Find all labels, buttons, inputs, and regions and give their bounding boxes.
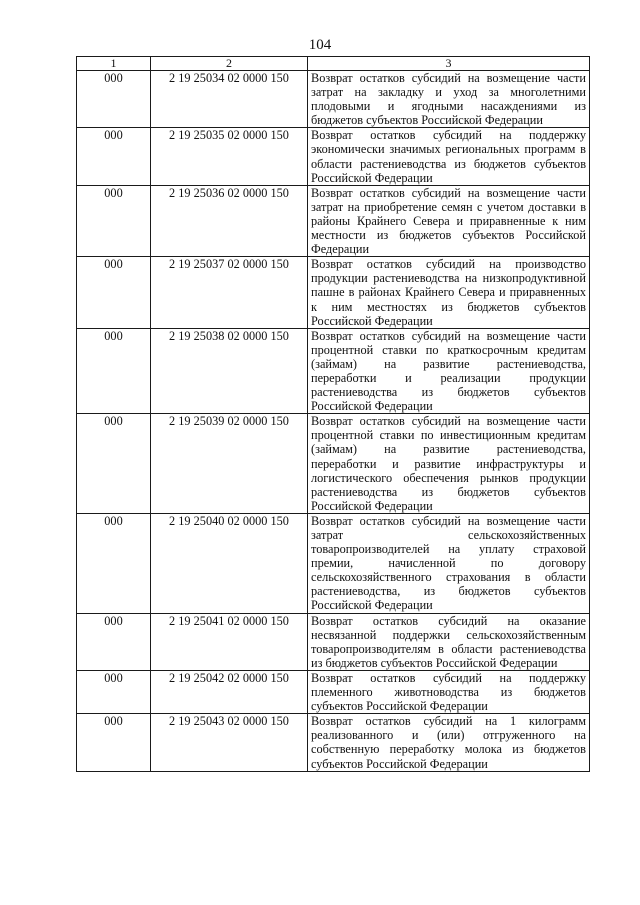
description-cell: [308, 257, 590, 328]
budget-code-cell: 2 19 25040 02 0000 150: [151, 513, 308, 613]
description-line: Возврат остатков субсидий на возмещение части: [311, 71, 586, 85]
description-line: из бюджетов субъектов Российской Федерации: [311, 655, 558, 670]
description-cell: [308, 613, 590, 670]
description-line: районы Крайнего Севера и приравненные к ним: [311, 213, 586, 228]
description-line: Возврат остатков субсидий на возмещение части: [311, 328, 586, 343]
description-line: сельскохозяйственного страхования в области: [311, 570, 586, 585]
description-cell: [308, 71, 590, 128]
description-line: растениеводства, из бюджетов субъектов: [311, 584, 586, 599]
description-line: товаропроизводителей на уплату страховой: [311, 542, 586, 557]
description-line: премии, начисленной по договору: [311, 556, 586, 571]
table-row: [77, 257, 590, 328]
budget-code-cell: 2 19 25039 02 0000 150: [151, 414, 308, 514]
description-line: области растениеводства из бюджетов субъектов: [311, 156, 586, 171]
description-line: Возврат остатков субсидий на поддержку: [311, 128, 586, 143]
description-line: (займам) на развитие растениеводства,: [311, 442, 586, 457]
table-body: [77, 71, 590, 772]
description-line: Российской Федерации: [311, 170, 433, 185]
description-line: Российской Федерации: [311, 498, 433, 513]
column-header-2: 2: [151, 57, 308, 71]
budget-code-cell: 2 19 25034 02 0000 150: [151, 71, 308, 128]
budget-code-cell: 2 19 25041 02 0000 150: [151, 613, 308, 670]
description-line: экономически значимых региональных программ в: [311, 142, 586, 157]
description-line: Российской Федерации: [311, 313, 433, 328]
description-line: продукции растениеводства на низкопродуктивной: [311, 271, 586, 286]
table-row: [77, 513, 590, 613]
description-line: плодовыми и ягодными насаждениями из: [311, 99, 586, 114]
description-line: Возврат остатков субсидий на оказание: [311, 613, 586, 628]
admin-code-cell: 000: [77, 414, 151, 514]
description-line: логистического обеспечения рынков продукции: [311, 470, 586, 485]
table-row: [77, 328, 590, 414]
table-row: [77, 414, 590, 514]
budget-code-cell: 2 19 25036 02 0000 150: [151, 185, 308, 256]
admin-code-cell: 000: [77, 128, 151, 185]
description-line: (займам) на развитие растениеводства,: [311, 356, 586, 371]
table-row: [77, 670, 590, 713]
description-cell: [308, 328, 590, 414]
admin-code-cell: 000: [77, 714, 151, 771]
description-line: пашне в районах Крайнего Севера и приравненных: [311, 285, 586, 300]
description-line: растениеводства из бюджетов субъектов: [311, 484, 586, 499]
budget-code-cell: 2 19 25035 02 0000 150: [151, 128, 308, 185]
table-row: [77, 714, 590, 771]
description-line: Российской Федерации: [311, 399, 433, 414]
description-line: Возврат остатков субсидий на возмещение части: [311, 414, 586, 429]
budget-code-cell: 2 19 25038 02 0000 150: [151, 328, 308, 414]
description-line: процентной ставки по краткосрочным кредитам: [311, 342, 586, 357]
admin-code-cell: 000: [77, 513, 151, 613]
admin-code-cell: 000: [77, 613, 151, 670]
description-line: субъектов Российской Федерации: [311, 756, 488, 771]
description-cell: [308, 128, 590, 185]
table-row: [77, 185, 590, 256]
description-line: Возврат остатков субсидий на производство: [311, 257, 586, 272]
page-number: 104: [308, 37, 332, 53]
description-cell: [308, 414, 590, 514]
description-cell: [308, 513, 590, 613]
table-header-row: [77, 57, 590, 71]
description-cell: [308, 185, 590, 256]
table-row: [77, 613, 590, 670]
budget-classification-table: [76, 56, 590, 772]
description-line: товаропроизводителям в области растениеводства: [311, 641, 586, 656]
admin-code-cell: 000: [77, 185, 151, 256]
budget-code-cell: 2 19 25042 02 0000 150: [151, 670, 308, 713]
admin-code-cell: 000: [77, 328, 151, 414]
description-cell: [308, 670, 590, 713]
admin-code-cell: 000: [77, 257, 151, 328]
description-line: Российской Федерации: [311, 598, 433, 613]
description-line: затрат сельскохозяйственных: [311, 528, 586, 542]
description-cell: [308, 714, 590, 771]
description-line: собственную переработку молока из бюджетов: [311, 742, 586, 757]
description-line: субъектов Российской Федерации: [311, 699, 488, 714]
budget-code-cell: 2 19 25037 02 0000 150: [151, 257, 308, 328]
description-line: затрат на приобретение семян с учетом доставки в: [311, 199, 586, 214]
column-header-1: 1: [77, 57, 151, 71]
description-line: процентной ставки по инвестиционным кредитам: [311, 428, 586, 443]
description-line: Возврат остатков субсидий на возмещение части: [311, 513, 586, 528]
table-row: [77, 128, 590, 185]
description-line: растениеводства из бюджетов субъектов: [311, 385, 586, 400]
admin-code-cell: 000: [77, 71, 151, 128]
description-line: к ним местностях из бюджетов субъектов: [311, 299, 586, 314]
description-line: племенного животноводства из бюджетов: [311, 685, 586, 700]
description-line: Возврат остатков субсидий на поддержку: [311, 670, 586, 685]
description-line: переработки и развитие инфраструктуры и: [311, 456, 586, 471]
table-row: [77, 71, 590, 128]
description-line: бюджетов субъектов Российской Федерации: [311, 113, 543, 128]
description-line: Федерации: [311, 242, 370, 257]
description-line: Возврат остатков субсидий на 1 килограмм: [311, 714, 586, 729]
description-line: затрат на закладку и уход за многолетними: [311, 85, 586, 100]
column-header-3: 3: [308, 57, 590, 71]
description-line: реализованного и (или) отгруженного на: [311, 728, 586, 743]
description-line: переработки и реализации продукции: [311, 370, 586, 385]
description-line: местности из бюджетов субъектов Российской: [311, 228, 586, 243]
admin-code-cell: 000: [77, 670, 151, 713]
budget-code-cell: 2 19 25043 02 0000 150: [151, 714, 308, 771]
description-line: Возврат остатков субсидий на возмещение части: [311, 185, 586, 200]
description-line: несвязанной поддержки сельскохозяйственным: [311, 627, 586, 642]
